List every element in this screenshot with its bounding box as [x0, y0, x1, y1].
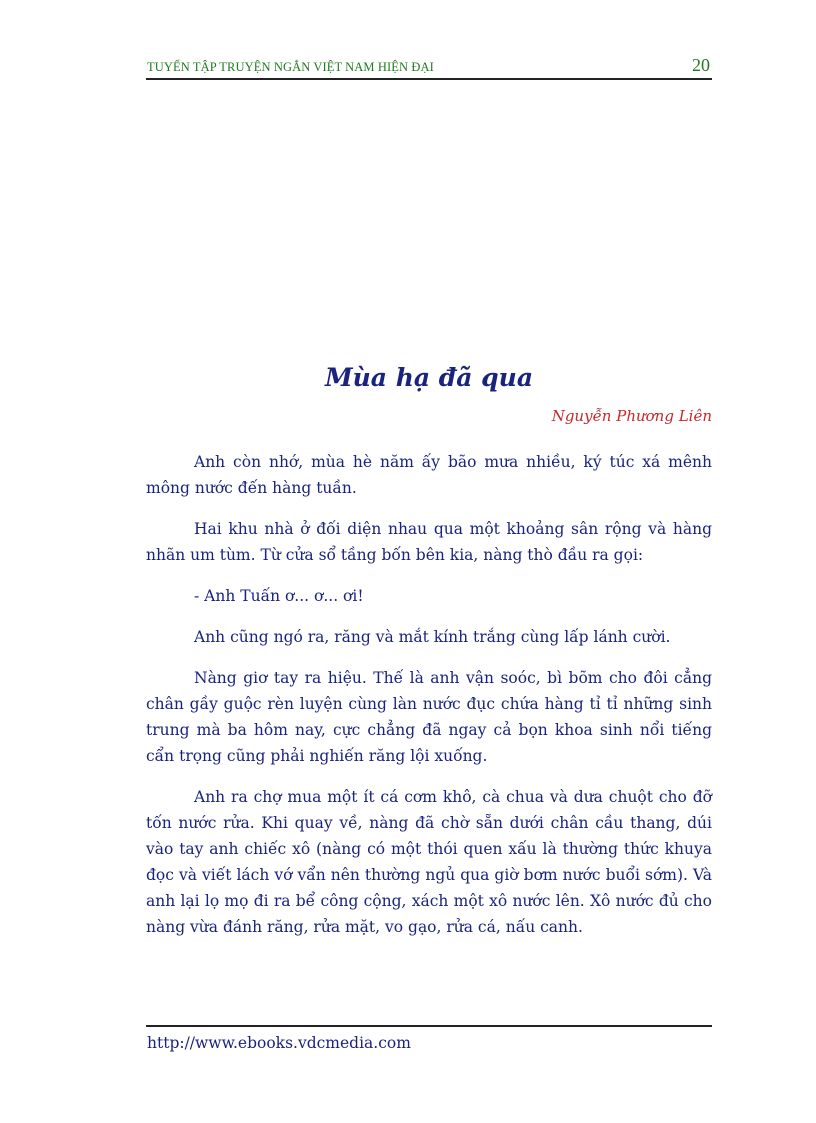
paragraph: Anh ra chợ mua một ít cá cơm khô, cà chua và dưa chuột cho đỡ tốn nước rửa. Khi quay về, nàng đã chờ sẵn dưới chân cầu thang, dúi vào tay anh chiếc xô (nàng có một thói quen xấu là thường thức khuya đọc và viết lách vớ vẩn nên thường ngủ qua giờ bơm nước buổi sớm). Và anh lại lọ mọ đi ra bể công cộng, xách một xô nước lên. Xô nước đủ cho nàng vừa đánh răng, rửa mặt, vo gạo, rửa cá, nấu canh.	[146, 788, 712, 936]
story-body	[146, 449, 712, 955]
paragraph: Anh cũng ngó ra, răng và mắt kính trắng cùng lấp lánh cười.	[194, 628, 671, 646]
paragraph: - Anh Tuấn ơ... ơ... ơi!	[194, 587, 364, 605]
paragraph: Nàng giơ tay ra hiệu. Thế là anh vận soóc, bì bõm cho đôi cẳng chân gầy guộc rèn luyện cùng làn nước đục chứa hàng tỉ tỉ những sinh trung mà ba hôm nay, cực chẳng đã ngay cả bọn khoa sinh nổi tiếng cẩn trọng cũng phải nghiến răng lội xuống.	[146, 669, 712, 765]
page-header	[146, 54, 712, 80]
story-author: Nguyễn Phương Liên	[551, 407, 712, 425]
story-title: Mùa hạ đã qua	[324, 363, 534, 392]
footer-divider	[146, 1025, 712, 1027]
paragraph: Anh còn nhớ, mùa hè năm ấy bão mưa nhiều, ký túc xá mênh mông nước đến hàng tuần.	[146, 453, 712, 497]
footer-link[interactable]: http://www.ebooks.vdcmedia.com	[147, 1034, 411, 1052]
book-title: TUYỂN TẬP TRUYỆN NGẮN VIỆT NAM HIỆN ĐẠI	[147, 60, 434, 74]
page-number: 20	[692, 55, 710, 75]
paragraph: Hai khu nhà ở đối diện nhau qua một khoảng sân rộng và hàng nhãn um tùm. Từ cửa sổ tầng bốn bên kia, nàng thò đầu ra gọi:	[146, 520, 712, 564]
